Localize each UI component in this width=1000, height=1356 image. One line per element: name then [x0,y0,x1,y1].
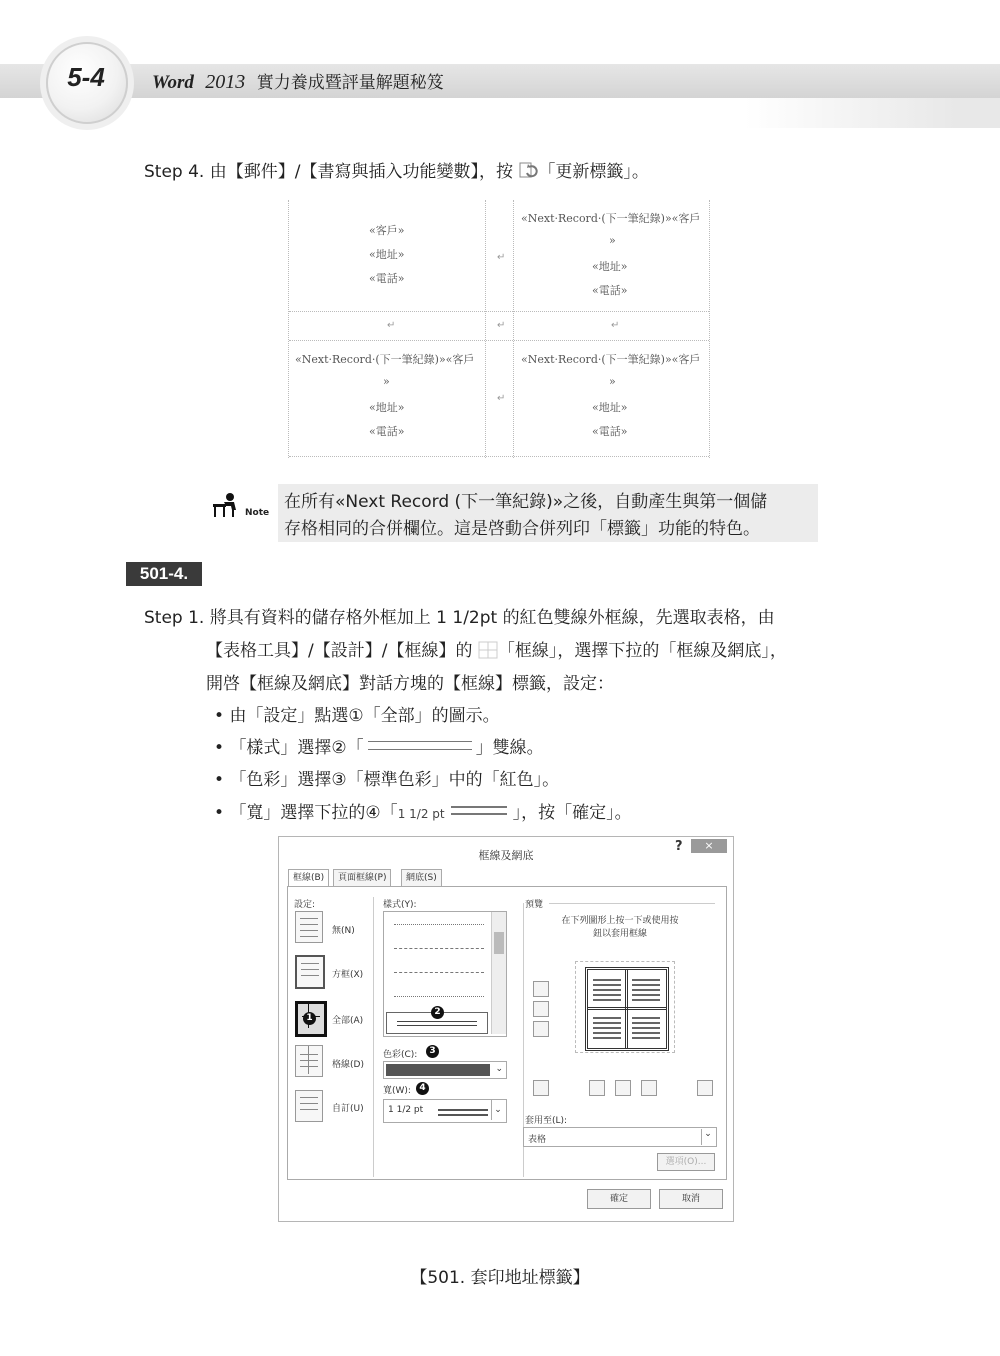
page-number: 5-4 [67,62,105,92]
label-cell-next-close: » [609,375,616,388]
label-cell-address: «地址» [369,248,405,261]
setting-box-icon[interactable] [295,955,325,989]
paragraph-mark: ↵ [497,393,506,404]
brand-year: 2013 [205,71,246,93]
step1-prefix: Step 1. [144,608,205,628]
label-cell-next-phone: «電話» [369,425,405,438]
preview-rule [549,903,715,904]
marker-1: 1 [303,1012,316,1025]
color-swatch [386,1064,490,1076]
step1-line-2 [206,641,787,661]
tab-borders[interactable]: 框線(B) [288,869,329,887]
bullet-4: • 「寬」選擇下拉的④「1 1/2 pt 」，按「確定」。 [214,803,632,823]
header-bar [0,64,1000,98]
paragraph-mark: ↵ [497,320,506,331]
label-table [288,200,710,458]
dialog-title: 框線及網底 [478,849,534,862]
style-list[interactable] [383,911,507,1037]
paragraph-mark: ↵ [497,252,506,263]
setting-label: 設定: [294,900,316,910]
note-line-1: 在所有«Next Record (下一筆紀錄)»之後，自動產生與第一個儲 [284,492,768,512]
label-cell-next-address: «地址» [369,401,405,414]
setting-grid-label: 格線(D) [332,1060,364,1070]
label-cell-phone: «電話» [369,272,405,285]
marker-2: 2 [431,1006,444,1019]
marker-3: 3 [426,1045,439,1058]
marker-4: 4 [416,1082,429,1095]
label-cell-next-phone: «電話» [592,284,628,297]
setting-box-label: 方框(X) [332,970,364,980]
border-right-button[interactable] [641,1080,657,1096]
chevron-down-icon: ⌄ [491,1100,504,1120]
apply-to-dropdown[interactable] [523,1127,717,1147]
border-diagonal-up-button[interactable] [533,1080,549,1096]
chevron-down-icon: ⌄ [495,1064,503,1074]
setting-grid-icon[interactable] [295,1045,323,1077]
borders-icon [478,641,498,659]
book-title-text: 實力養成暨評量解題秘笈 [256,73,444,93]
figure-caption: 【501. 套印地址標籤】 [410,1268,590,1288]
options-button[interactable]: 選項(O)... [657,1153,715,1171]
label-cell-next-close: » [609,234,616,247]
setting-none-label: 無(N) [332,926,355,936]
label-cell-next-record: «Next·Record·(下一筆紀錄)»«客戶 [521,212,701,225]
tab-shading[interactable]: 網底(S) [401,869,442,887]
paragraph-mark: ↵ [611,320,620,331]
header-shadow [150,98,1000,128]
step1-line-3: 開啓【框線及網底】對話方塊的【框線】標籤，設定： [206,674,614,694]
step1-text-1: 將具有資料的儲存格外框加上 1 1/2pt 的紅色雙線外框線，先選取表格，由 [209,608,775,628]
step1-line-1 [144,608,775,628]
note-text [284,489,767,543]
close-button[interactable]: × [691,839,727,853]
brand-word: Word [152,72,194,93]
preview-label: 預覽 [525,900,544,910]
label-cell-next-address: «地址» [592,401,628,414]
preview-guides [575,961,675,1053]
step4-prefix: Step 4. [144,162,205,182]
step4-text-b: 「更新標籤」。 [538,162,649,182]
color-label: 色彩(C): [383,1050,418,1060]
bullet-3: • 「色彩」選擇③「標準色彩」中的「紅色」。 [214,770,560,790]
note-label: Note [245,508,270,518]
setting-custom-icon[interactable] [295,1090,323,1122]
divider [373,897,375,1177]
apply-to-value: 表格 [528,1135,547,1145]
style-scrollbar[interactable] [491,912,506,1034]
border-bottom-button[interactable] [533,1021,549,1037]
apply-to-label: 套用至(L): [525,1116,568,1126]
update-labels-icon [518,162,538,180]
label-cell-next-close: » [383,375,390,388]
borders-shading-dialog [278,836,734,1222]
border-diagonal-down-button[interactable] [697,1080,713,1096]
preview-hint: 在下列圖形上按一下或使用按 鈕以套用框線 [561,916,679,939]
book-title [152,68,444,94]
color-dropdown[interactable] [383,1061,507,1079]
ok-button[interactable]: 確定 [587,1189,651,1209]
section-heading: 501-4. [126,562,202,586]
style-label: 樣式(Y): [383,900,417,910]
width-line-preview [438,1109,488,1116]
border-top-button[interactable] [533,981,549,997]
note-line-2: 存格相同的合併欄位。這是啓動合併列印「標籤」功能的特色。 [284,519,760,539]
label-cell-next-address: «地址» [592,260,628,273]
paragraph-mark: ↵ [387,320,396,331]
setting-custom-label: 自訂(U) [332,1104,364,1114]
bullet-1: • 由「設定」點選①「全部」的圖示。 [214,706,500,726]
label-cell-next-record: «Next·Record·(下一筆紀錄)»«客戶 [295,353,475,366]
setting-none-icon[interactable] [295,911,323,943]
double-line-sample [368,741,472,750]
label-cell-next-phone: «電話» [592,425,628,438]
width-value: 1 1/2 pt [388,1105,424,1115]
step1-text-2a: 【表格工具】/【設計】/【框線】的 [206,641,473,661]
width-label: 寬(W): [383,1086,411,1096]
setting-all-label: 全部(A) [332,1016,364,1026]
chevron-down-icon: ⌄ [701,1129,714,1145]
step4-text-a: 由【郵件】/【書寫與插入功能變數】，按 [209,162,513,182]
help-button[interactable]: ? [675,839,683,854]
cancel-button[interactable]: 取消 [659,1189,723,1209]
label-cell-next-record: «Next·Record·(下一筆紀錄)»«客戶 [521,353,701,366]
border-left-button[interactable] [589,1080,605,1096]
border-center-button[interactable] [615,1080,631,1096]
note-reading-icon [212,492,244,522]
width-line-sample [451,806,507,815]
step4-paragraph [144,162,649,182]
step1-text-2b: 「框線」，選擇下拉的「框線及網底」， [497,641,787,661]
bullet-2: • 「樣式」選擇②「 」雙線。 [214,738,544,758]
label-cell-customer: «客戶» [369,224,405,237]
tab-page-border[interactable]: 頁面框線(P) [333,869,391,887]
border-middle-button[interactable] [533,1001,549,1017]
width-dropdown[interactable] [383,1099,507,1123]
